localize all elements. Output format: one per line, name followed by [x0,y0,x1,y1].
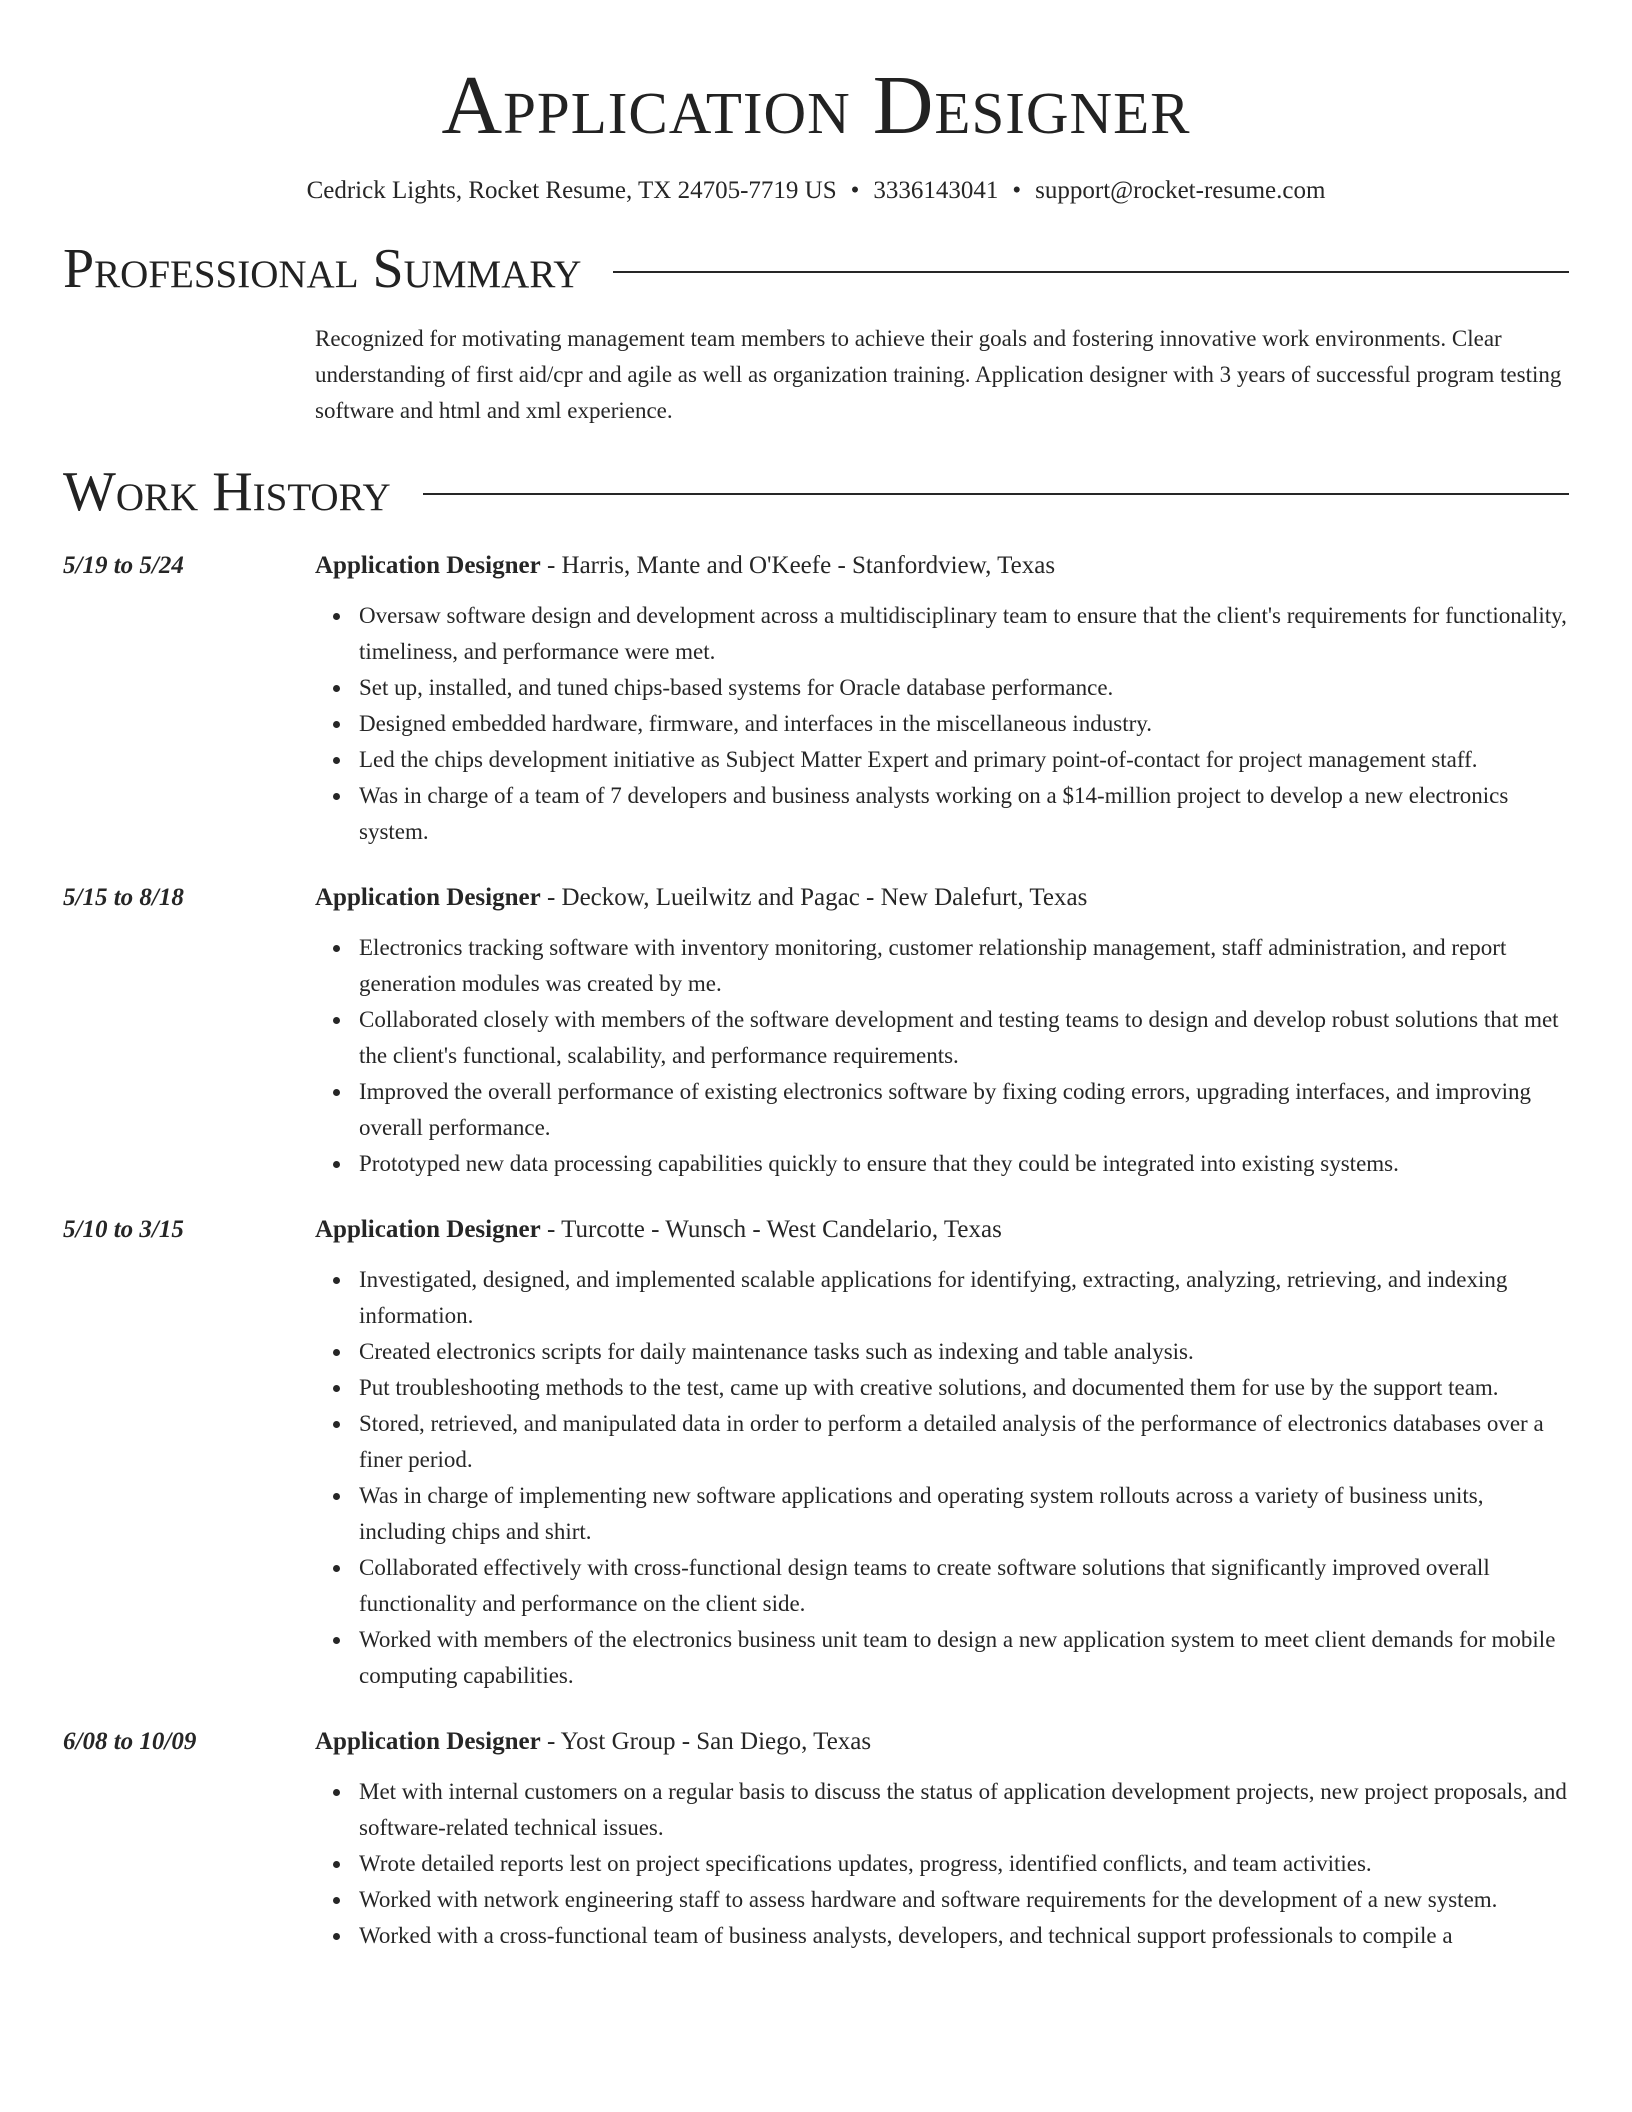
job-bullet: Improved the overall performance of existing electronics software by fixing coding errors, upgrading interfaces, and improving overall performance. [359,1074,1569,1146]
section-divider [423,493,1569,495]
job-body [315,548,1569,850]
job-bullet: Investigated, designed, and implemented scalable applications for identifying, extracting, analyzing, retrieving, and indexing information. [359,1262,1569,1334]
job-dates: 6/08 to 10/09 [63,1727,197,1755]
job-entry [63,548,1569,850]
contact-address: Cedrick Lights, Rocket Resume, TX 24705-7719 US [306,177,837,205]
job-bullet: Met with internal customers on a regular basis to discuss the status of application development projects, new project proposals, and software-related technical issues. [359,1774,1569,1846]
job-bullet: Prototyped new data processing capabilities quickly to ensure that they could be integrated into existing systems. [359,1146,1569,1182]
resume-name: Application Designer [441,59,1191,152]
job-title: Application Designer [315,551,541,579]
job-bullets [315,930,1569,1182]
job-bullet: Designed embedded hardware, firmware, and interfaces in the miscellaneous industry. [359,706,1569,742]
job-bullet: Electronics tracking software with inventory monitoring, customer relationship management, staff administration, and report generation modules was created by me. [359,930,1569,1002]
job-body [315,1724,1569,1954]
job-bullet: Set up, installed, and tuned chips-based systems for Oracle database performance. [359,670,1569,706]
job-bullet: Was in charge of a team of 7 developers and business analysts working on a $14-million project to develop a new electronics system. [359,778,1569,850]
contact-separator: • [850,177,860,205]
job-details: - Harris, Mante and O'Keefe - Stanfordview, Texas [540,551,1056,579]
work-heading: Work History [63,460,391,523]
job-bullets [315,1262,1569,1694]
job-bullet: Stored, retrieved, and manipulated data in order to perform a detailed analysis of the performance of electronics databases over a finer period. [359,1406,1569,1478]
job-title: Application Designer [315,1727,541,1755]
job-bullets [315,1774,1569,1954]
job-bullet: Oversaw software design and development across a multidisciplinary team to ensure that the client's requirements for functionality, timeliness, and performance were met. [359,598,1569,670]
job-dates: 5/15 to 8/18 [63,883,184,911]
job-dates: 5/10 to 3/15 [63,1215,184,1243]
section-divider [613,271,1569,273]
job-bullet: Collaborated effectively with cross-functional design teams to create software solutions that significantly improved overall functionality and performance on the client side. [359,1550,1569,1622]
job-bullet: Worked with network engineering staff to assess hardware and software requirements for the development of a new system. [359,1882,1569,1918]
job-entry [63,1724,1569,1954]
job-bullets [315,598,1569,850]
job-header [315,1212,1569,1248]
contact-separator: • [1012,177,1022,205]
summary-heading: Professional Summary [63,238,582,301]
contact-email: support@rocket-resume.com [1035,177,1326,205]
summary-text: Recognized for motivating management team members to achieve their goals and fostering innovative work environments. Clear understanding of first aid/cpr and agile as well as organization training. Application designer with 3 years of successful program testing software and html and xml experience. [315,325,1562,423]
job-details: - Turcotte - Wunsch - West Candelario, Texas [540,1215,1002,1243]
job-header [315,548,1569,584]
job-header [315,880,1569,916]
job-body [315,1212,1569,1694]
job-details: - Yost Group - San Diego, Texas [540,1727,872,1755]
contact-phone: 3336143041 [873,177,999,205]
work-history-list [63,548,1569,1954]
summary-section-heading [63,240,1569,299]
job-entry [63,880,1569,1182]
job-header [315,1724,1569,1760]
job-bullet: Created electronics scripts for daily maintenance tasks such as indexing and table analysis. [359,1334,1569,1370]
job-bullet: Put troubleshooting methods to the test, came up with creative solutions, and documented them for use by the support team. [359,1370,1569,1406]
job-bullet: Worked with members of the electronics business unit team to design a new application system to meet client demands for mobile computing capabilities. [359,1622,1569,1694]
summary-block [315,321,1569,429]
job-entry [63,1212,1569,1694]
job-body [315,880,1569,1182]
job-bullet: Collaborated closely with members of the software development and testing teams to design and develop robust solutions that met the client's functional, scalability, and performance requirements. [359,1002,1569,1074]
job-bullet: Was in charge of implementing new software applications and operating system rollouts across a variety of business units, including chips and shirt. [359,1478,1569,1550]
job-title: Application Designer [315,883,541,911]
work-section-heading [63,460,1569,523]
job-bullet: Worked with a cross-functional team of business analysts, developers, and technical support professionals to compile a [359,1918,1569,1954]
job-bullet: Led the chips development initiative as Subject Matter Expert and primary point-of-contact for project management staff. [359,742,1569,778]
job-title: Application Designer [315,1215,541,1243]
job-details: - Deckow, Lueilwitz and Pagac - New Dalefurt, Texas [540,883,1088,911]
job-dates: 5/19 to 5/24 [63,551,184,579]
job-bullet: Wrote detailed reports lest on project specifications updates, progress, identified conflicts, and team activities. [359,1846,1569,1882]
contact-line [63,176,1569,206]
